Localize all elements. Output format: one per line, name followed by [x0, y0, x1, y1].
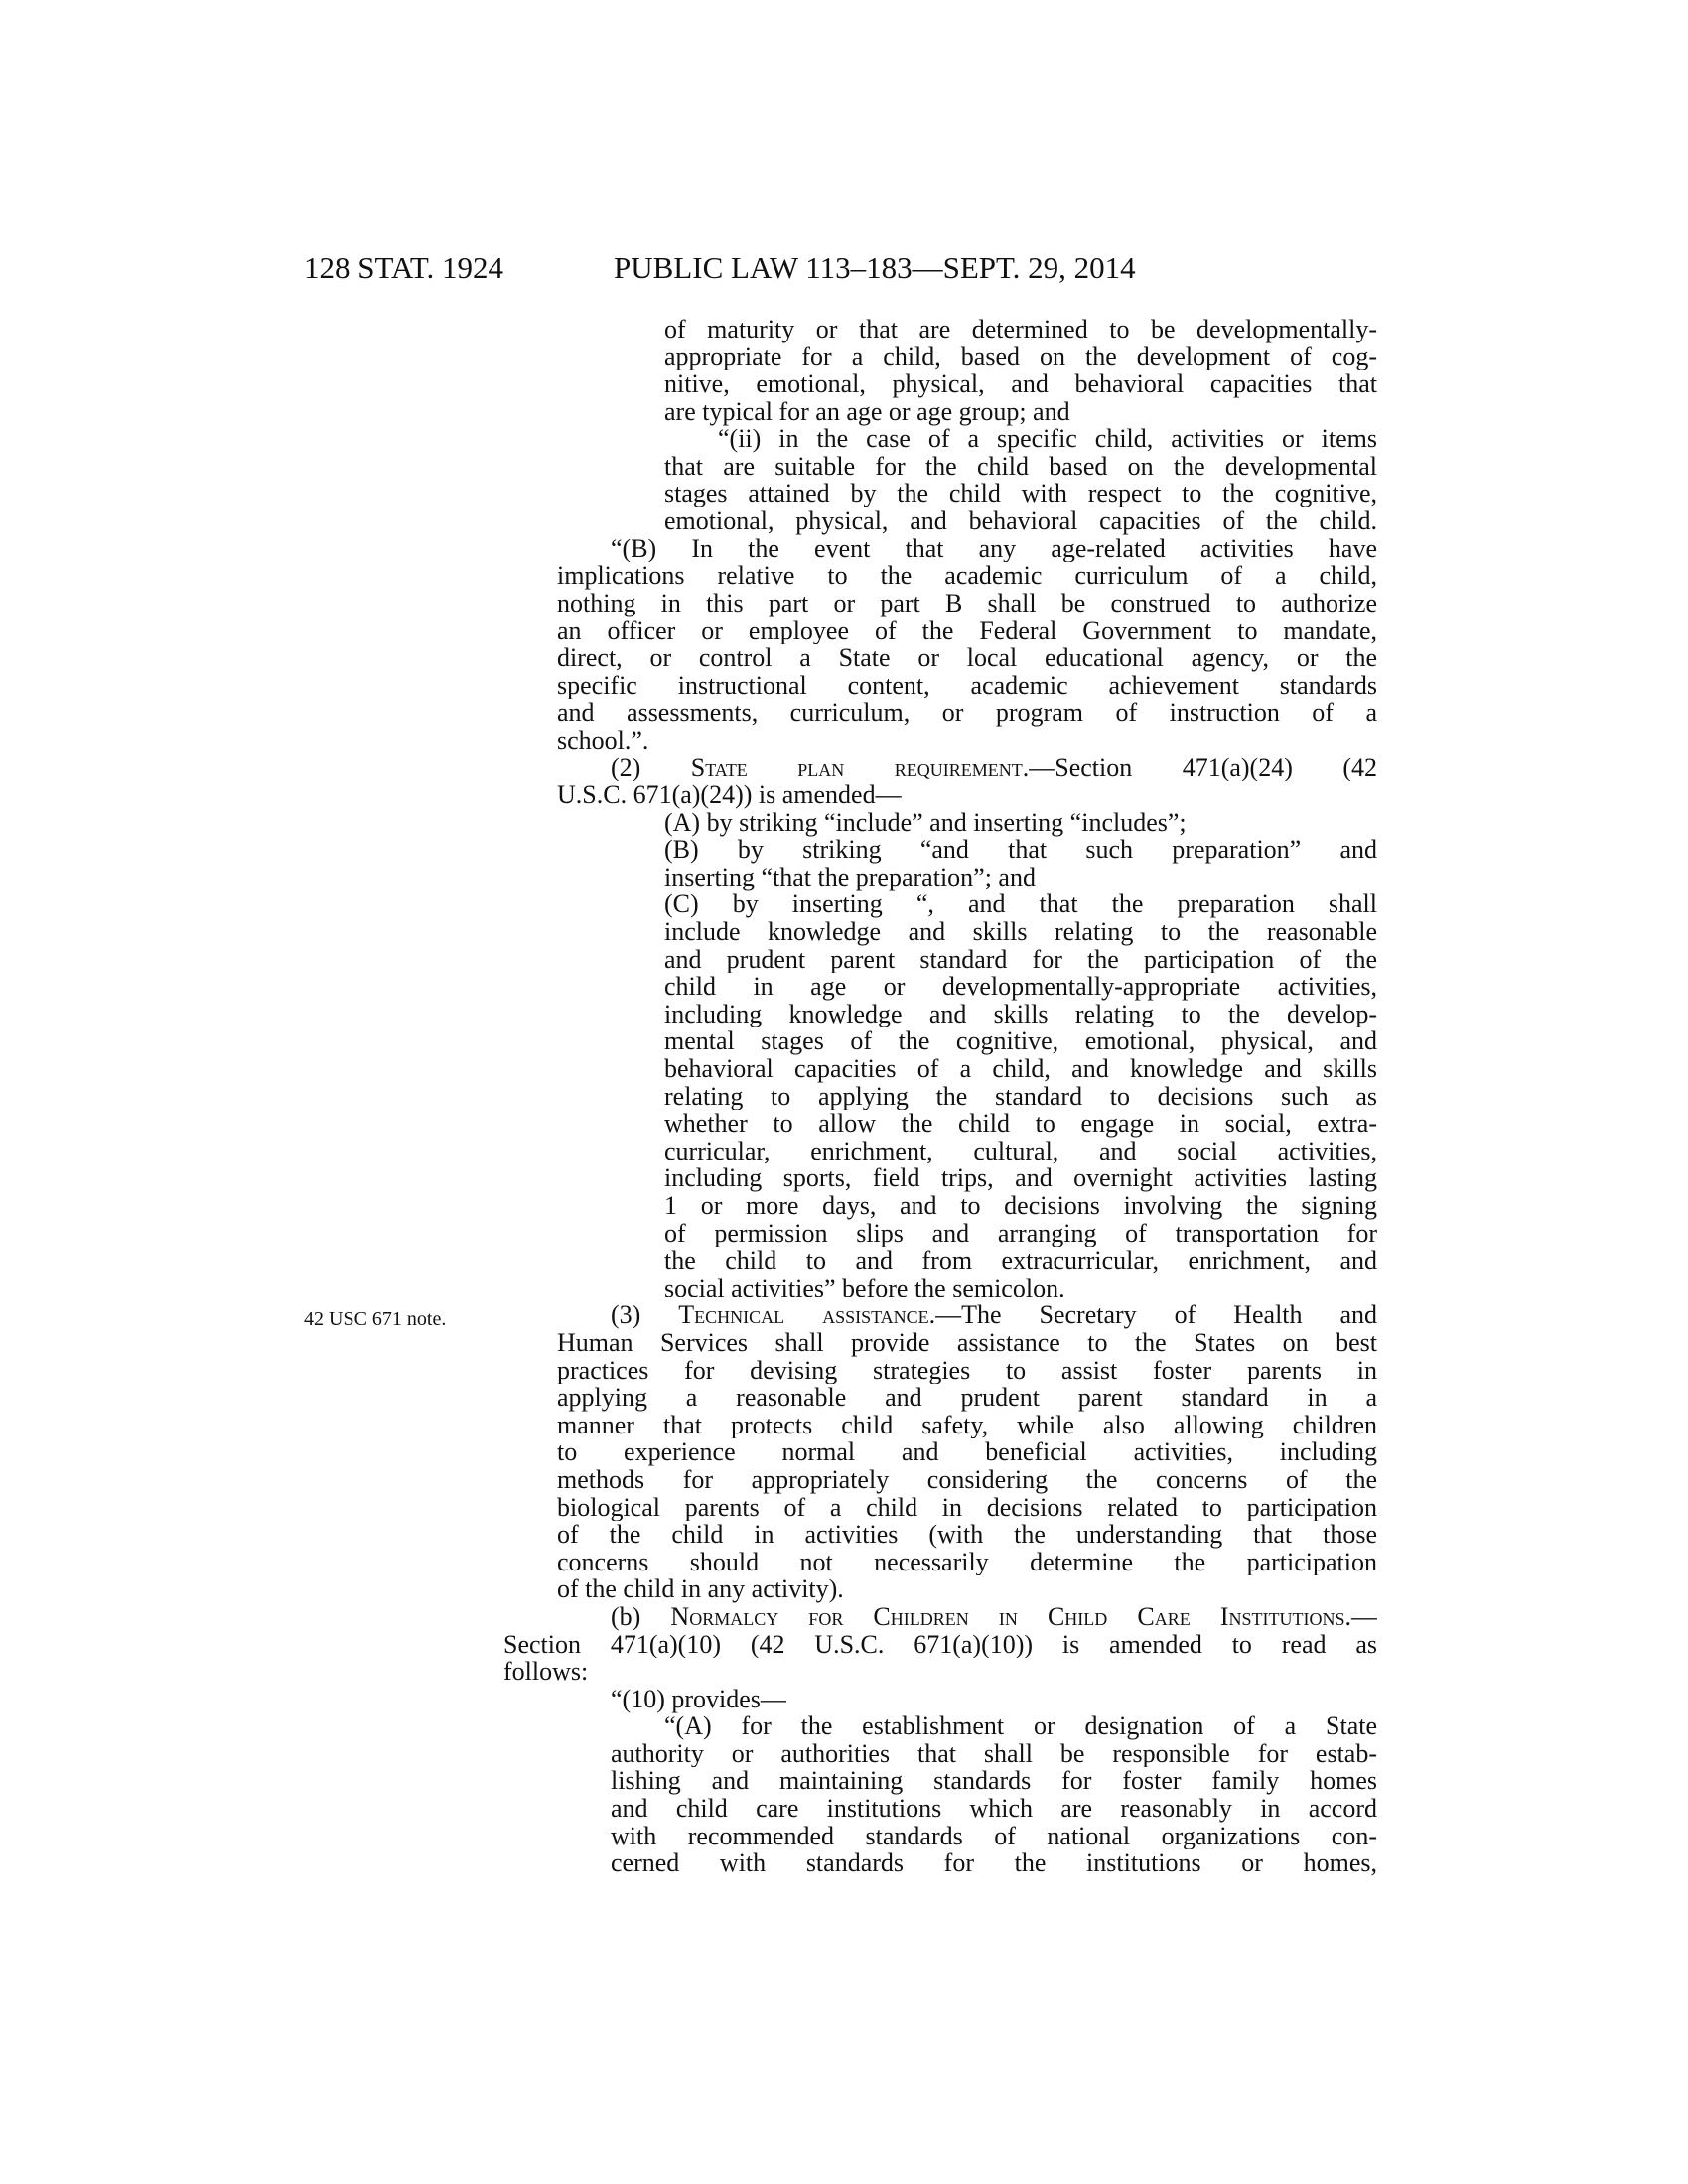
text-line [503, 590, 1377, 617]
line-text: (B) by striking “and that such preparation” and [664, 836, 1377, 864]
text-line [503, 946, 1377, 974]
line-text: specific instructional content, academic achievement standards [557, 671, 1377, 700]
text-line [503, 1164, 1377, 1192]
text-line [503, 1055, 1377, 1083]
running-header: PUBLIC LAW 113–183—SEPT. 29, 2014 [614, 250, 1136, 285]
text-line [503, 1110, 1377, 1138]
line-text: “(10) provides— [611, 1684, 786, 1713]
text-line [503, 480, 1377, 508]
line-text: including knowledge and skills relating to the develop- [664, 1000, 1377, 1028]
line-text: U.S.C. 671(a)(24)) is amended— [557, 780, 902, 810]
text-line [503, 1658, 1377, 1686]
line-text: inserting “that the preparation”; and [664, 862, 1036, 891]
line-text: of permission slips and arranging of transportation for [664, 1219, 1377, 1248]
line-text: biological parents of a child in decisions related to participation [557, 1493, 1377, 1522]
text-line [503, 1083, 1377, 1111]
line-text: “(B) In the event that any age-related activities have [611, 534, 1377, 563]
text-line [503, 1138, 1377, 1165]
line-text: cerned with standards for the institutions or homes, [611, 1849, 1377, 1877]
line-text: (A) by striking “include” and inserting “includes”; [664, 807, 1187, 837]
text-line [503, 1384, 1377, 1412]
line-text: lishing and maintaining standards for foster family homes [611, 1767, 1377, 1796]
text-line [503, 1795, 1377, 1823]
line-text: curricular, enrichment, cultural, and social activities, [664, 1137, 1377, 1165]
line-text: Section 471(a)(10) (42 U.S.C. 671(a)(10)) is amended to read as [503, 1630, 1377, 1659]
line-text: methods for appropriately considering the concerns of the [557, 1465, 1377, 1494]
line-text: emotional, physical, and behavioral capacities of the child. [664, 507, 1377, 535]
text-line [503, 1438, 1377, 1466]
text-line [503, 453, 1377, 480]
text-line [503, 699, 1377, 727]
line-text: an officer or employee of the Federal Government to mandate, [557, 616, 1377, 645]
line-text: practices for devising strategies to assist foster parents in [557, 1356, 1377, 1385]
line-text: nitive, emotional, physical, and behavioral capacities that [664, 370, 1377, 398]
text-line [503, 1849, 1377, 1877]
text-line [503, 1494, 1377, 1522]
text-line [503, 1192, 1377, 1220]
line-text-with-heading: (2) State plan requirement.—Section 471(a)(24) (42 [611, 753, 1377, 782]
line-text: and assessments, curriculum, or program of instruction of a [557, 699, 1377, 727]
text-line [503, 1357, 1377, 1385]
body-text [503, 316, 1377, 1877]
line-text: (C) by inserting “, and that the preparation shall [664, 890, 1377, 919]
text-line [503, 1027, 1377, 1055]
line-text: implications relative to the academic curriculum of a child, [557, 562, 1377, 590]
line-text: including sports, field trips, and overnight activities lasting [664, 1164, 1377, 1192]
text-line [503, 1275, 1377, 1302]
line-text: child in age or developmentally-appropriate activities, [664, 973, 1377, 1001]
text-line [503, 1466, 1377, 1494]
text-line [503, 398, 1377, 426]
line-text: of the child in activities (with the understanding that those [557, 1521, 1377, 1549]
text-line [503, 781, 1377, 809]
margin-note: 42 USC 671 note. [304, 1308, 447, 1330]
text-line [503, 1575, 1377, 1603]
line-text: manner that protects child safety, while also allowing children [557, 1411, 1377, 1439]
text-line [503, 1549, 1377, 1576]
line-text: social activities” before the semicolon. [664, 1273, 1065, 1302]
line-text: are typical for an age or age group; and [664, 396, 1070, 426]
text-line [503, 890, 1377, 918]
line-text: follows: [503, 1657, 589, 1687]
text-line [503, 535, 1377, 563]
line-text: school.”. [557, 725, 649, 754]
text-line [503, 1767, 1377, 1795]
line-text: include knowledge and skills relating to the reasonable [664, 918, 1377, 946]
line-text: and child care institutions which are reasonably in accord [611, 1795, 1377, 1823]
line-text: “(A) for the establishment or designation of a State [664, 1712, 1377, 1740]
text-line [503, 1001, 1377, 1028]
line-text: whether to allow the child to engage in social, extra- [664, 1110, 1377, 1138]
line-text-with-heading: (3) Technical assistance.—The Secretary of Health and [611, 1301, 1377, 1329]
text-line [503, 1247, 1377, 1275]
line-text: appropriate for a child, based on the development of cog- [664, 342, 1377, 371]
text-line [503, 1712, 1377, 1740]
text-line [503, 754, 1377, 782]
text-line [503, 1521, 1377, 1549]
line-text: 1 or more days, and to decisions involving the signing [664, 1192, 1377, 1220]
line-text: direct, or control a State or local educational agency, or the [557, 644, 1377, 672]
line-text: the child to and from extracurricular, enrichment, and [664, 1247, 1377, 1275]
text-line [503, 507, 1377, 535]
text-line [503, 727, 1377, 754]
line-text: applying a reasonable and prudent parent standard in a [557, 1384, 1377, 1412]
line-text: to experience normal and beneficial activities, including [557, 1438, 1377, 1466]
text-line [503, 1823, 1377, 1850]
text-line [503, 1603, 1377, 1631]
text-line [503, 617, 1377, 645]
text-line [503, 644, 1377, 672]
text-line [503, 864, 1377, 891]
line-text: Human Services shall provide assistance to the States on best [557, 1328, 1377, 1357]
text-line [503, 343, 1377, 371]
line-text: concerns should not necessarily determine the participation [557, 1548, 1377, 1576]
text-line [503, 918, 1377, 946]
text-line [503, 425, 1377, 453]
text-line [503, 1686, 1377, 1713]
line-text: “(ii) in the case of a specific child, activities or items [718, 425, 1377, 453]
text-line [503, 672, 1377, 700]
line-text-with-heading: (b) Normalcy for Children in Child Care Institutions.— [611, 1602, 1377, 1631]
line-text: relating to applying the standard to decisions such as [664, 1082, 1377, 1111]
line-text: with recommended standards of national organizations con- [611, 1822, 1377, 1850]
page-reference: 128 STAT. 1924 [304, 250, 504, 285]
text-line [503, 1329, 1377, 1357]
text-line [503, 1412, 1377, 1439]
line-text: of maturity or that are determined to be developmentally- [664, 316, 1377, 343]
text-line [503, 370, 1377, 398]
text-line [503, 973, 1377, 1001]
text-line [503, 836, 1377, 864]
text-line [503, 1301, 1377, 1329]
text-line [503, 809, 1377, 837]
text-line [503, 316, 1377, 343]
line-text: behavioral capacities of a child, and knowledge and skills [664, 1055, 1377, 1083]
line-text: nothing in this part or part B shall be construed to authorize [557, 589, 1377, 617]
line-text: and prudent parent standard for the participation of the [664, 945, 1377, 974]
text-line [503, 1740, 1377, 1768]
line-text: of the child in any activity). [557, 1574, 844, 1604]
text-line [503, 1220, 1377, 1248]
line-text: mental stages of the cognitive, emotional, physical, and [664, 1027, 1377, 1056]
line-text: stages attained by the child with respect to the cognitive, [664, 479, 1377, 508]
text-line [503, 1631, 1377, 1659]
line-text: authority or authorities that shall be responsible for estab- [611, 1739, 1377, 1768]
line-text: that are suitable for the child based on the developmental [664, 452, 1377, 480]
text-line [503, 562, 1377, 590]
